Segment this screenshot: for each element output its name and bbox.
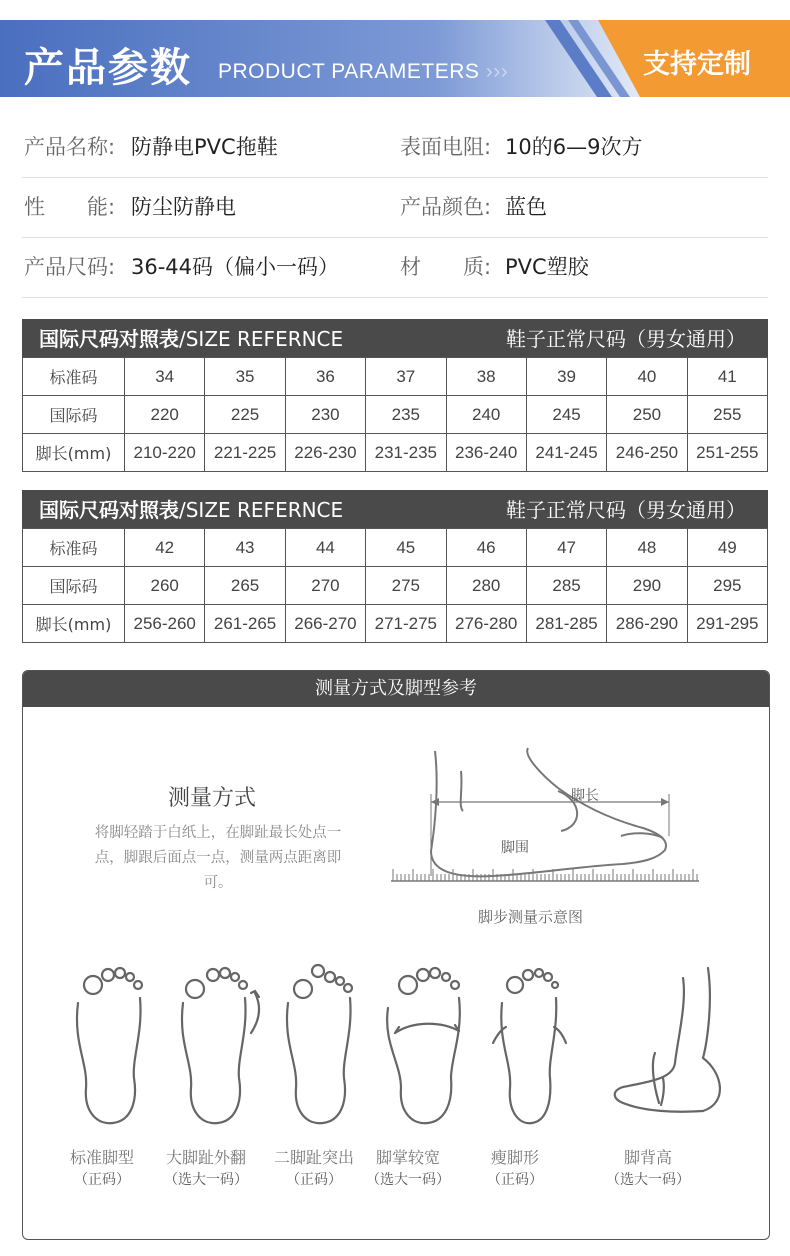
table-row <box>23 567 768 605</box>
size-table-grid <box>22 528 768 643</box>
table-cell: 255 <box>687 396 767 434</box>
table-cell: 221-225 <box>205 434 285 472</box>
param-row <box>22 238 768 298</box>
param-label: 产品颜色: <box>400 195 492 219</box>
table-cell: 280 <box>446 567 526 605</box>
param-value: 防静电PVC拖鞋 <box>131 135 278 159</box>
table-cell: 286-290 <box>607 605 687 643</box>
table-cell: 46 <box>446 529 526 567</box>
foot-type-name: 二脚趾突出 <box>273 1148 354 1167</box>
table-row <box>23 434 768 472</box>
product-params <box>22 118 768 298</box>
param-value: 36-44码（偏小一码） <box>131 255 340 279</box>
table-cell: 271-275 <box>366 605 446 643</box>
table-cell: 40 <box>607 358 687 396</box>
foot-length-label: 脚长 <box>571 788 599 804</box>
measure-header: 测量方式及脚型参考 <box>23 671 769 707</box>
table-cell: 236-240 <box>446 434 526 472</box>
foot-types-illustration <box>53 963 743 1138</box>
foot-type-name: 脚背高 <box>623 1148 672 1167</box>
table-cell: 220 <box>125 396 205 434</box>
table-row <box>23 396 768 434</box>
table-cell: 43 <box>205 529 285 567</box>
row-header: 标准码 <box>23 529 125 567</box>
foot-measure-diagram <box>383 746 703 896</box>
table-cell: 246-250 <box>607 434 687 472</box>
table-cell: 265 <box>205 567 285 605</box>
foot-type-note: （选大一码） <box>366 1172 450 1188</box>
measure-section <box>22 670 770 1240</box>
table-cell: 290 <box>607 567 687 605</box>
diagram-caption: 脚步测量示意图 <box>478 908 584 926</box>
table-cell: 245 <box>526 396 606 434</box>
table-cell: 261-265 <box>205 605 285 643</box>
row-header: 国际码 <box>23 396 125 434</box>
foot-type-note: （选大一码） <box>606 1172 690 1188</box>
table-cell: 285 <box>526 567 606 605</box>
param-label: 性 能: <box>24 195 116 219</box>
table-cell: 295 <box>687 567 767 605</box>
header-banner <box>0 20 790 97</box>
table-cell: 266-270 <box>285 605 365 643</box>
table-cell: 34 <box>125 358 205 396</box>
table-row <box>23 358 768 396</box>
param-value: 防尘防静电 <box>131 195 236 219</box>
table-cell: 260 <box>125 567 205 605</box>
chevron-right-icon: ››› <box>485 60 509 83</box>
table-cell: 42 <box>125 529 205 567</box>
row-header: 国际码 <box>23 567 125 605</box>
param-value: 蓝色 <box>505 195 547 219</box>
table-cell: 226-230 <box>285 434 365 472</box>
size-table-1 <box>22 319 768 472</box>
table-cell: 41 <box>687 358 767 396</box>
table-cell: 48 <box>607 529 687 567</box>
param-value: PVC塑胶 <box>505 255 589 279</box>
table-cell: 270 <box>285 567 365 605</box>
param-label: 材 质: <box>400 255 492 279</box>
table-cell: 44 <box>285 529 365 567</box>
foot-type-note: （选大一码） <box>164 1172 248 1188</box>
table-cell: 291-295 <box>687 605 767 643</box>
table-cell: 231-235 <box>366 434 446 472</box>
table-cell: 235 <box>366 396 446 434</box>
foot-girth-label: 脚围 <box>501 840 529 856</box>
table-cell: 38 <box>446 358 526 396</box>
banner-title: 产品参数 <box>24 45 192 91</box>
foot-type-name: 大脚趾外翻 <box>165 1148 246 1167</box>
table-row <box>23 529 768 567</box>
measure-description: 将脚轻踏于白纸上，在脚趾最长处点一点，脚跟后面点一点，测量两点距离即可。 <box>94 825 342 891</box>
foot-type-note: （正码） <box>286 1172 342 1188</box>
table-cell: 276-280 <box>446 605 526 643</box>
size-table-grid <box>22 357 768 472</box>
size-table-title: 国际尺码对照表/SIZE REFERNCE <box>39 498 344 522</box>
table-cell: 250 <box>607 396 687 434</box>
size-table-2 <box>22 490 768 643</box>
table-cell: 37 <box>366 358 446 396</box>
table-cell: 256-260 <box>125 605 205 643</box>
param-value: 10的6—9次方 <box>505 135 643 159</box>
table-cell: 241-245 <box>526 434 606 472</box>
measure-title: 测量方式 <box>168 786 257 811</box>
size-table-note: 鞋子正常尺码（男女通用） <box>506 498 746 522</box>
param-label: 表面电阻: <box>400 135 492 159</box>
table-cell: 36 <box>285 358 365 396</box>
size-table-note: 鞋子正常尺码（男女通用） <box>506 327 746 351</box>
foot-type-name: 脚掌较宽 <box>375 1148 440 1167</box>
foot-type-note: （正码） <box>74 1172 130 1188</box>
table-cell: 45 <box>366 529 446 567</box>
row-header: 标准码 <box>23 358 125 396</box>
param-label: 产品名称: <box>24 135 116 159</box>
table-cell: 240 <box>446 396 526 434</box>
row-header: 脚长(mm) <box>23 434 125 472</box>
size-table-header <box>22 490 768 528</box>
table-cell: 47 <box>526 529 606 567</box>
table-cell: 275 <box>366 567 446 605</box>
table-cell: 35 <box>205 358 285 396</box>
param-label: 产品尺码: <box>24 255 116 279</box>
table-cell: 251-255 <box>687 434 767 472</box>
foot-type-name: 瘦脚形 <box>490 1148 539 1167</box>
foot-type-name: 标准脚型 <box>69 1148 134 1167</box>
param-row <box>22 118 768 178</box>
row-header: 脚长(mm) <box>23 605 125 643</box>
customize-label: 支持定制 <box>643 49 751 80</box>
size-table-header <box>22 319 768 357</box>
param-row <box>22 178 768 238</box>
table-cell: 210-220 <box>125 434 205 472</box>
banner-subtitle: PRODUCT PARAMETERS ››› <box>218 60 509 83</box>
table-cell: 230 <box>285 396 365 434</box>
table-cell: 225 <box>205 396 285 434</box>
table-cell: 281-285 <box>526 605 606 643</box>
table-row <box>23 605 768 643</box>
table-cell: 39 <box>526 358 606 396</box>
size-table-title: 国际尺码对照表/SIZE REFERNCE <box>39 327 344 351</box>
table-cell: 49 <box>687 529 767 567</box>
foot-type-note: （正码） <box>487 1172 543 1188</box>
